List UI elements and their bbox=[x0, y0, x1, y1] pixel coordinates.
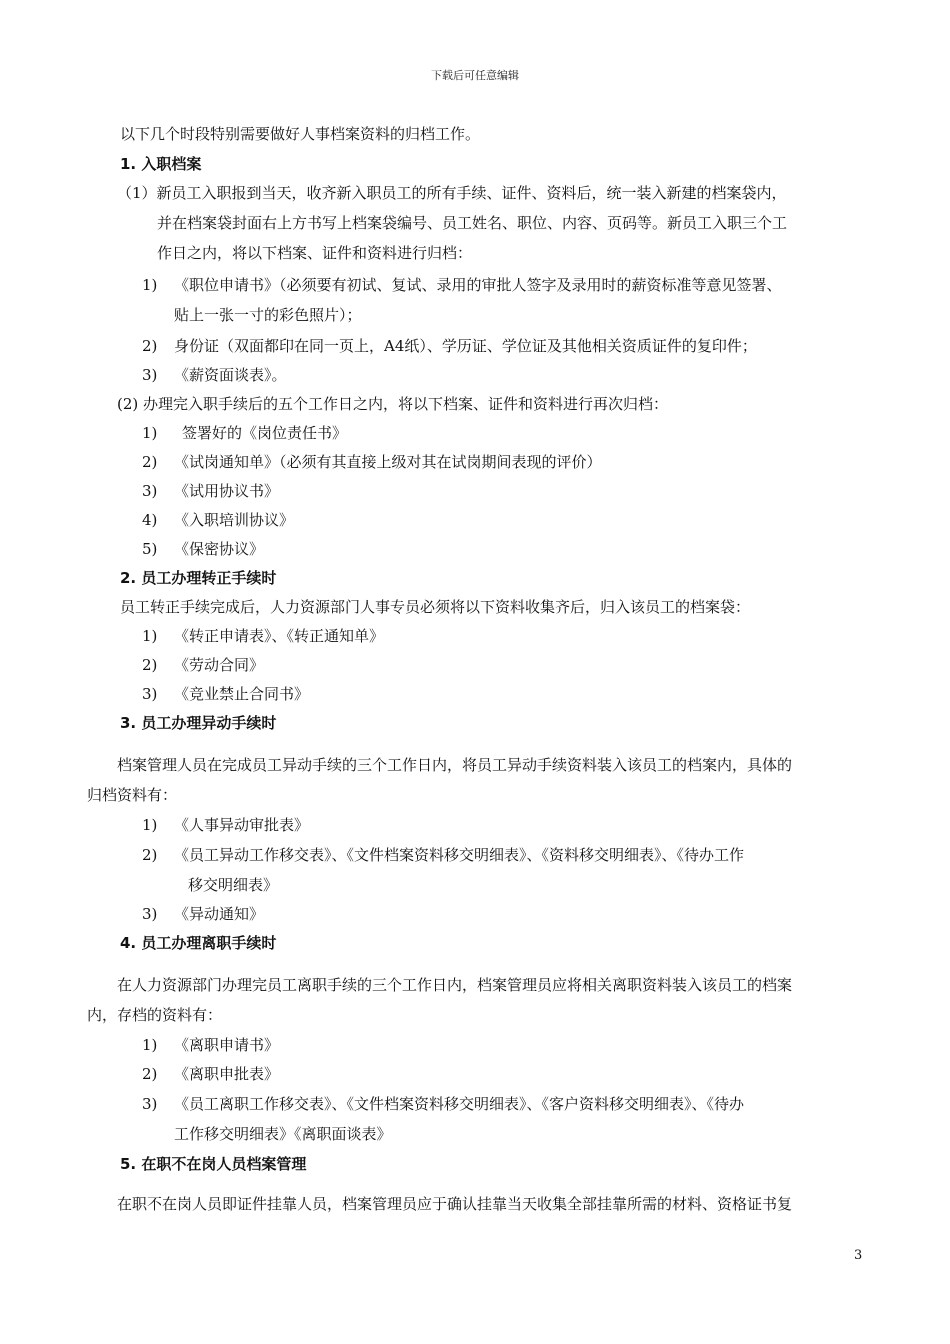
list-item bbox=[142, 626, 384, 646]
list-number: 3) bbox=[142, 1095, 158, 1113]
s1-p1-line3: 作日之内，将以下档案、证件和资料进行归档： bbox=[157, 244, 473, 262]
section-3-heading: 3. 员工办理异动手续时 bbox=[120, 714, 277, 732]
list-number: 2) bbox=[142, 846, 158, 864]
list-number: 1) bbox=[142, 1036, 158, 1054]
list-text: 《转正申请表》、《转正通知单》 bbox=[174, 627, 385, 645]
s4-p-line1: 在人力资源部门办理完员工离职手续的三个工作日内，档案管理员应将相关离职资料装入该员工的档案 bbox=[117, 976, 793, 994]
list-item bbox=[142, 845, 744, 865]
list-text: 《薪资面谈表》。 bbox=[174, 366, 287, 384]
list-item bbox=[142, 336, 757, 356]
list-item bbox=[142, 655, 264, 675]
list-number: 1) bbox=[142, 627, 158, 645]
s1-p1-line1: （1）新员工入职报到当天，收齐新入职员工的所有手续、证件、资料后，统一装入新建的档案袋内， bbox=[117, 184, 787, 202]
list-item bbox=[142, 423, 347, 443]
list-text: 《异动通知》 bbox=[174, 905, 265, 923]
list-item bbox=[142, 684, 309, 704]
list-number: 1) bbox=[142, 816, 158, 834]
page-number: 3 bbox=[854, 1248, 863, 1263]
list-item-continuation: 工作移交明细表》《离职面谈表》 bbox=[174, 1125, 392, 1143]
list-item bbox=[142, 1064, 279, 1084]
list-item bbox=[142, 452, 602, 472]
list-number: 2) bbox=[142, 337, 158, 355]
s4-p-line2: 内，存档的资料有： bbox=[87, 1006, 223, 1024]
list-text: 《入职培训协议》 bbox=[174, 511, 295, 529]
list-text: 《离职申批表》 bbox=[174, 1065, 280, 1083]
list-number: 3) bbox=[142, 366, 158, 384]
list-text: 《试岗通知单》（必须有其直接上级对其在试岗期间表现的评价） bbox=[174, 453, 602, 471]
list-text: 《劳动合同》 bbox=[174, 656, 265, 674]
list-item bbox=[142, 275, 782, 295]
section-4-heading: 4. 员工办理离职手续时 bbox=[120, 934, 277, 952]
s1-p1-line2: 并在档案袋封面右上方书写上档案袋编号、员工姓名、职位、内容、页码等。新员工入职三个工 bbox=[157, 214, 788, 232]
list-number: 2) bbox=[142, 656, 158, 674]
list-item bbox=[142, 904, 264, 924]
list-number: 1) bbox=[142, 276, 158, 294]
list-item bbox=[142, 1035, 279, 1055]
list-item bbox=[142, 481, 279, 501]
s1-p2: (2) 办理完入职手续后的五个工作日之内，将以下档案、证件和资料进行再次归档： bbox=[117, 395, 669, 413]
list-item-continuation: 贴上一张一寸的彩色照片）； bbox=[174, 306, 362, 324]
s5-paragraph: 在职不在岗人员即证件挂靠人员，档案管理员应于确认挂靠当天收集全部挂靠所需的材料、资格证书复 bbox=[117, 1195, 793, 1213]
list-number: 3) bbox=[142, 905, 158, 923]
s2-paragraph: 员工转正手续完成后，人力资源部门人事专员必须将以下资料收集齐后，归入该员工的档案袋： bbox=[120, 598, 751, 616]
list-text: 《离职申请书》 bbox=[174, 1036, 280, 1054]
list-text: 《员工异动工作移交表》、《文件档案资料移交明细表》、《资料移交明细表》、《待办工作 bbox=[174, 846, 745, 864]
list-item bbox=[142, 539, 264, 559]
list-text: 《竞业禁止合同书》 bbox=[174, 685, 310, 703]
list-item bbox=[142, 1094, 744, 1114]
list-number: 2) bbox=[142, 1065, 158, 1083]
list-text: 身份证（双面都印在同一页上，A4纸）、学历证、学位证及其他相关资质证件的复印件； bbox=[174, 337, 757, 355]
list-text: 《保密协议》 bbox=[174, 540, 265, 558]
list-text: 《职位申请书》（必须要有初试、复试、录用的审批人签字及录用时的薪资标准等意见签署、 bbox=[174, 276, 782, 294]
s3-p-line1: 档案管理人员在完成员工异动手续的三个工作日内，将员工异动手续资料装入该员工的档案内，具体的 bbox=[117, 756, 793, 774]
list-text: 《人事异动审批表》 bbox=[174, 816, 310, 834]
list-item bbox=[142, 365, 287, 385]
list-text: 签署好的《岗位责任书》 bbox=[182, 424, 348, 442]
list-number: 2) bbox=[142, 453, 158, 471]
list-number: 5) bbox=[142, 540, 158, 558]
s3-p-line2: 归档资料有： bbox=[87, 786, 178, 804]
section-1-heading: 1. 入职档案 bbox=[120, 155, 202, 173]
section-2-heading: 2. 员工办理转正手续时 bbox=[120, 569, 277, 587]
list-number: 4) bbox=[142, 511, 158, 529]
page-header: 下载后可任意编辑 bbox=[431, 69, 519, 82]
list-item-continuation: 移交明细表》 bbox=[188, 876, 279, 894]
list-item bbox=[142, 510, 294, 530]
list-text: 《试用协议书》 bbox=[174, 482, 280, 500]
list-item bbox=[142, 815, 309, 835]
list-number: 1) bbox=[142, 424, 158, 442]
list-text: 《员工离职工作移交表》、《文件档案资料移交明细表》、《客户资料移交明细表》、《待办 bbox=[174, 1095, 745, 1113]
list-number: 3) bbox=[142, 685, 158, 703]
section-5-heading: 5. 在职不在岗人员档案管理 bbox=[120, 1155, 307, 1173]
intro-paragraph: 以下几个时段特别需要做好人事档案资料的归档工作。 bbox=[120, 125, 481, 143]
list-number: 3) bbox=[142, 482, 158, 500]
